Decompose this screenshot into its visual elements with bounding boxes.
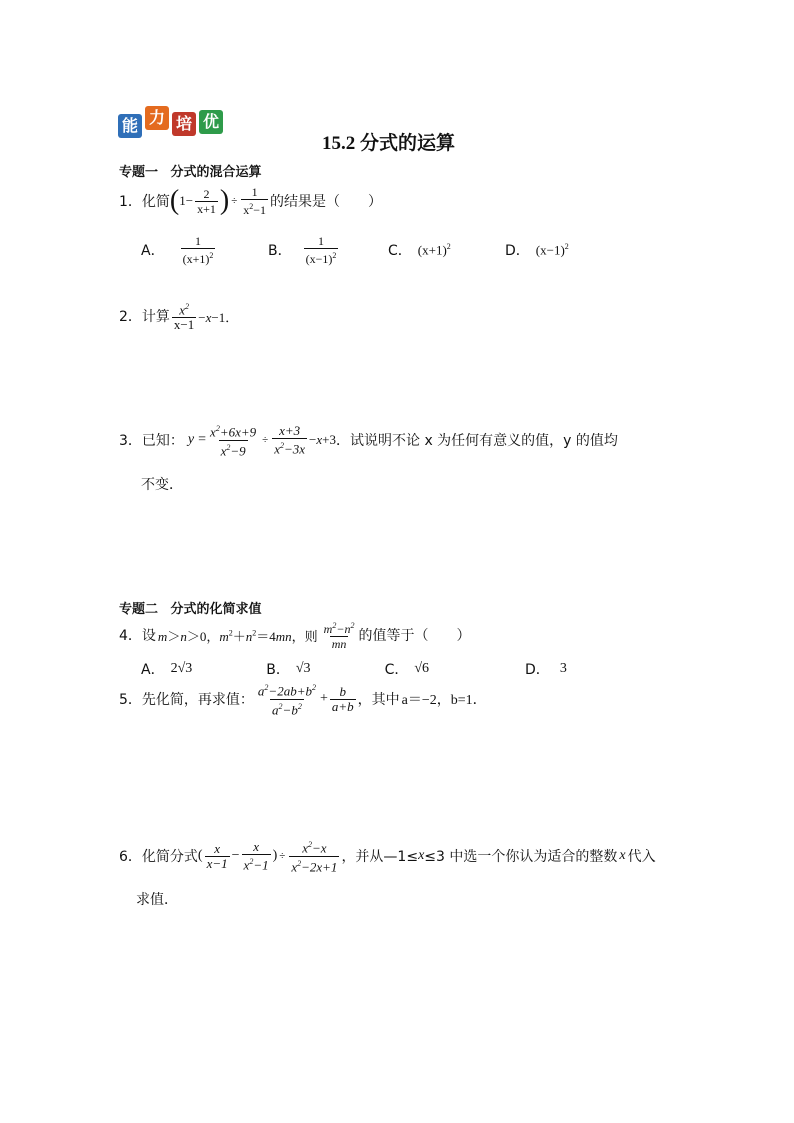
q4-option-c: C． bbox=[384, 662, 409, 678]
section-heading-2: 专题二 分式的化简求值 bbox=[119, 602, 262, 617]
q1-option-d: D． $(x-1)^2$ bbox=[505, 241, 569, 259]
q4-option-b: B． bbox=[266, 662, 290, 678]
q1-option-c: C． $(x+1)^2$ bbox=[388, 241, 451, 259]
logo-char-4: 优 bbox=[199, 110, 223, 134]
logo-char-2: 力 bbox=[145, 106, 169, 130]
q1-option-a: A． $\frac{1}{(x+1)^2}$ bbox=[141, 234, 214, 266]
logo-char-3: 培 bbox=[172, 112, 196, 136]
logo bbox=[118, 106, 230, 140]
question-3: 3． 已知： y = $\frac{x^2+6x+9}{x^2-9}$ ÷ $\frac{x+3}{x^2-3x}$ −x+3 ．试说明不论 x 为任何有意义的值，y 的值均 bbox=[119, 422, 618, 458]
q1-text-pre: 化简 bbox=[141, 194, 170, 210]
q3-line-2: 不变． bbox=[141, 477, 183, 493]
q4-option-d: D． bbox=[525, 662, 550, 678]
question-4: 4． 设 m＞n＞0，$m^2+n^2=4mn$，则 $\frac{m^2-n^2}{mn}$ 的值等于（ ） bbox=[119, 621, 471, 651]
section-heading-1: 专题一 分式的混合运算 bbox=[119, 165, 262, 180]
q4-option-a: A． bbox=[141, 662, 165, 678]
page-title: 15.2 分式的运算 bbox=[322, 133, 456, 154]
question-2: 2． 计算 $\frac{x^2}{x-1}$ −x−1． bbox=[119, 301, 239, 333]
q1-text-post: 的结果是（ ） bbox=[270, 194, 383, 210]
q4-options: A． 2√3 B． √3 C． √6 D． 3 bbox=[141, 661, 567, 678]
q1-option-b: B． $\frac{1}{(x-1)^2}$ bbox=[268, 234, 337, 266]
logo-char-1: 能 bbox=[118, 114, 142, 138]
q1-number: 1． bbox=[119, 194, 142, 210]
question-5: 5． 先化简，再求值： $\frac{a^2-2ab+b^2}{a^2-b^2}$ + $\frac{b}{a+b}$ ，其中 a＝−2，b=1． bbox=[119, 683, 487, 717]
question-1: 1． 化简 ( 1− $\frac{2}{x+1}$ ) ÷ $\frac{1}{x^2-1}$ 的结果是（ ） bbox=[119, 185, 383, 217]
q6-line-2: 求值． bbox=[136, 892, 178, 908]
question-6: 6． 化简分式 ( $\frac{x}{x-1}$ − $\frac{x}{x^2-1}$ ) ÷ $\frac{x^2-x}{x^2-2x+1}$ ，并从—1≤ x ≤3 中选一个你认为适合的整数 x 代入 bbox=[119, 838, 656, 874]
